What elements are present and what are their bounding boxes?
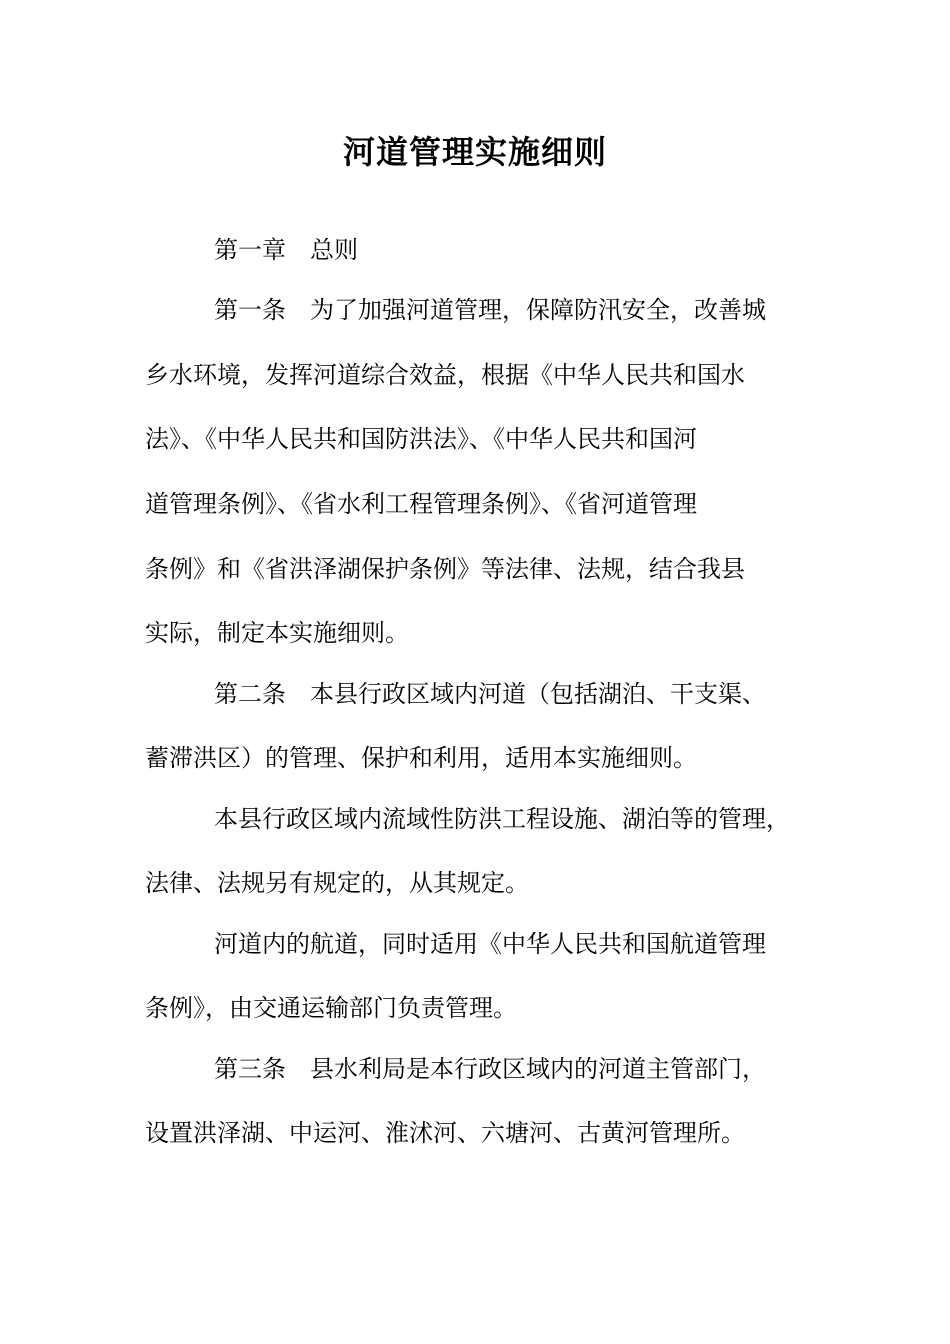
article-2-line-1: 第二条 本县行政区域内河道（包括湖泊、干支渠、 [214, 680, 766, 708]
article-1-line-2: 乡水环境，发挥河道综合效益，根据《中华人民共和国水 [145, 361, 745, 389]
article-1-line-3: 法》、《中华人民共和国防洪法》、《中华人民共和国河 [145, 425, 697, 453]
article-1-line-4: 道管理条例》、《省水利工程管理条例》、《省河道管理 [145, 490, 697, 518]
paragraph-flood-line-2: 法律、法规另有规定的，从其规定。 [145, 869, 529, 897]
article-1-line-6: 实际，制定本实施细则。 [145, 619, 409, 647]
paragraph-navigation-line-1: 河道内的航道，同时适用《中华人民共和国航道管理 [214, 930, 766, 958]
page-title: 河道管理实施细则 [342, 133, 607, 171]
paragraph-flood-line-1: 本县行政区域内流域性防洪工程设施、湖泊等的管理， [214, 805, 790, 833]
article-1-line-5: 条例》和《省洪泽湖保护条例》等法律、法规，结合我县 [145, 555, 745, 583]
article-1-line-1: 第一条 为了加强河道管理，保障防汛安全，改善城 [214, 296, 766, 324]
article-2-line-2: 蓄滞洪区）的管理、保护和利用，适用本实施细则。 [145, 744, 697, 772]
article-3-line-1: 第三条 县水利局是本行政区域内的河道主管部门， [214, 1055, 766, 1083]
chapter-heading: 第一章 总则 [214, 236, 358, 264]
paragraph-navigation-line-2: 条例》，由交通运输部门负责管理。 [145, 994, 517, 1022]
article-3-line-2: 设置洪泽湖、中运河、淮沭河、六塘河、古黄河管理所。 [145, 1119, 745, 1147]
